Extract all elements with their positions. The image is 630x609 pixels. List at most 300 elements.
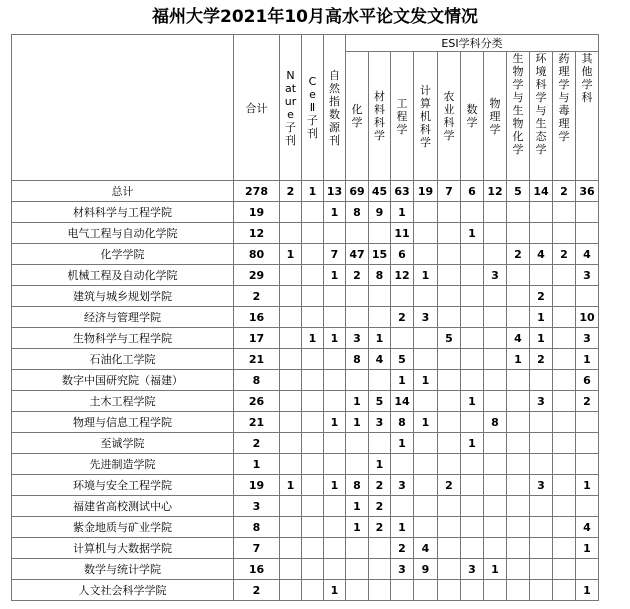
table-cell	[438, 559, 461, 580]
table-cell	[324, 370, 346, 391]
table-cell	[438, 244, 461, 265]
table-cell	[324, 433, 346, 454]
table-cell: 1	[391, 517, 414, 538]
table-cell	[484, 328, 507, 349]
row-total: 21	[234, 412, 280, 433]
table-cell	[438, 286, 461, 307]
table-cell	[414, 496, 438, 517]
esi-col-header	[530, 52, 553, 181]
table-cell	[507, 559, 530, 580]
table-cell: 2	[553, 181, 576, 202]
table-cell	[346, 286, 369, 307]
table-cell: 4	[530, 244, 553, 265]
row-total: 16	[234, 559, 280, 580]
table-cell	[438, 349, 461, 370]
table-cell	[553, 349, 576, 370]
table-cell: 1	[461, 223, 484, 244]
table-row	[12, 538, 599, 559]
table-cell: 2	[507, 244, 530, 265]
table-cell	[302, 454, 324, 475]
row-name: 人文社会科学学院	[12, 580, 234, 601]
table-cell	[576, 496, 599, 517]
table-cell	[414, 202, 438, 223]
table-cell	[553, 328, 576, 349]
row-name: 机械工程及自动化学院	[12, 265, 234, 286]
table-cell	[414, 580, 438, 601]
table-cell: 3	[461, 559, 484, 580]
row-total: 2	[234, 433, 280, 454]
table-cell	[530, 538, 553, 559]
table-cell: 4	[576, 244, 599, 265]
table-cell	[530, 559, 553, 580]
table-row	[12, 475, 599, 496]
table-cell: 2	[369, 475, 391, 496]
row-total: 19	[234, 202, 280, 223]
table-row	[12, 391, 599, 412]
table-cell	[484, 454, 507, 475]
table-cell	[324, 349, 346, 370]
table-cell: 9	[414, 559, 438, 580]
row-total: 2	[234, 580, 280, 601]
row-total: 19	[234, 475, 280, 496]
column-header-label: 物理学	[489, 96, 501, 136]
row-name: 紫金地质与矿业学院	[12, 517, 234, 538]
table-cell	[302, 559, 324, 580]
table-cell	[438, 454, 461, 475]
journal-col-header	[280, 35, 302, 181]
table-cell	[576, 454, 599, 475]
column-header-label: 农业科学	[443, 90, 455, 142]
table-cell: 1	[576, 349, 599, 370]
table-cell	[530, 265, 553, 286]
journal-col-header	[324, 35, 346, 181]
table-cell	[553, 391, 576, 412]
table-cell: 1	[530, 307, 553, 328]
table-cell: 1	[391, 370, 414, 391]
row-total: 26	[234, 391, 280, 412]
table-cell: 14	[530, 181, 553, 202]
column-header-label: 工程学	[396, 96, 408, 136]
table-cell: 6	[391, 244, 414, 265]
table-cell	[553, 202, 576, 223]
table-cell: 5	[507, 181, 530, 202]
table-cell	[369, 286, 391, 307]
table-cell	[302, 538, 324, 559]
column-header-label: 环境科学与生态学	[535, 52, 547, 156]
table-cell	[302, 412, 324, 433]
table-cell: 1	[324, 328, 346, 349]
table-cell	[302, 517, 324, 538]
table-cell	[553, 412, 576, 433]
table-cell: 8	[346, 202, 369, 223]
table-cell	[530, 412, 553, 433]
column-header-label: 其他学科	[581, 52, 593, 104]
table-cell: 2	[346, 265, 369, 286]
column-header-label: 计算机科学	[420, 83, 431, 149]
table-cell: 4	[576, 517, 599, 538]
table-cell	[507, 517, 530, 538]
table-cell	[530, 223, 553, 244]
row-name: 数学与统计学院	[12, 559, 234, 580]
table-cell	[507, 454, 530, 475]
table-cell	[484, 538, 507, 559]
table-cell	[369, 307, 391, 328]
table-cell: 2	[438, 475, 461, 496]
table-cell	[484, 517, 507, 538]
table-cell	[438, 370, 461, 391]
table-cell	[507, 412, 530, 433]
table-cell	[438, 538, 461, 559]
table-cell	[302, 223, 324, 244]
table-cell	[414, 517, 438, 538]
table-cell: 1	[324, 580, 346, 601]
table-cell	[280, 328, 302, 349]
table-cell	[438, 433, 461, 454]
table-cell	[391, 286, 414, 307]
table-cell	[302, 349, 324, 370]
table-cell	[507, 265, 530, 286]
table-cell: 4	[369, 349, 391, 370]
table-cell: 2	[391, 307, 414, 328]
table-row	[12, 454, 599, 475]
table-cell	[507, 202, 530, 223]
esi-col-header	[576, 52, 599, 181]
table-cell: 1	[302, 181, 324, 202]
table-cell	[530, 580, 553, 601]
table-cell	[530, 496, 553, 517]
table-cell	[553, 433, 576, 454]
table-cell	[414, 433, 438, 454]
row-total: 16	[234, 307, 280, 328]
row-name: 计算机与大数据学院	[12, 538, 234, 559]
table-cell	[438, 496, 461, 517]
table-cell	[324, 286, 346, 307]
table-cell	[280, 517, 302, 538]
table-cell	[302, 265, 324, 286]
table-cell: 1	[346, 412, 369, 433]
table-cell	[414, 349, 438, 370]
table-cell: 8	[346, 475, 369, 496]
table-cell	[576, 559, 599, 580]
column-header-label: 化学	[351, 103, 363, 129]
table-cell	[324, 496, 346, 517]
table-cell	[302, 433, 324, 454]
table-cell: 1	[414, 412, 438, 433]
table-cell	[280, 307, 302, 328]
esi-col-header	[484, 52, 507, 181]
table-cell: 12	[391, 265, 414, 286]
esi-col-header	[369, 52, 391, 181]
table-cell: 1	[461, 391, 484, 412]
total-header	[234, 35, 280, 181]
table-cell: 1	[484, 559, 507, 580]
table-cell	[461, 307, 484, 328]
table-cell	[507, 538, 530, 559]
table-cell: 3	[346, 328, 369, 349]
table-cell: 19	[414, 181, 438, 202]
table-cell	[507, 433, 530, 454]
table-cell: 8	[391, 412, 414, 433]
table-cell	[438, 223, 461, 244]
table-cell	[369, 538, 391, 559]
row-name: 电气工程与自动化学院	[12, 223, 234, 244]
table-cell: 3	[530, 391, 553, 412]
table-cell	[507, 223, 530, 244]
esi-col-header	[553, 52, 576, 181]
table-cell: 5	[391, 349, 414, 370]
table-row	[12, 265, 599, 286]
table-cell	[484, 475, 507, 496]
table-cell	[553, 370, 576, 391]
table-row	[12, 496, 599, 517]
table-cell	[484, 433, 507, 454]
row-total: 3	[234, 496, 280, 517]
table-cell	[280, 391, 302, 412]
row-name: 总计	[12, 181, 234, 202]
row-name: 生物科学与工程学院	[12, 328, 234, 349]
table-cell	[507, 580, 530, 601]
column-header-label: 材料科学	[374, 90, 385, 142]
table-cell: 1	[414, 265, 438, 286]
table-cell	[302, 286, 324, 307]
table-cell	[461, 517, 484, 538]
table-cell: 3	[530, 475, 553, 496]
table-cell: 9	[369, 202, 391, 223]
table-cell: 3	[484, 265, 507, 286]
table-cell	[461, 349, 484, 370]
table-cell: 1	[280, 244, 302, 265]
table-cell	[391, 580, 414, 601]
table-cell: 11	[391, 223, 414, 244]
table-cell	[553, 517, 576, 538]
esi-col-header	[438, 52, 461, 181]
table-cell	[553, 538, 576, 559]
table-cell	[461, 475, 484, 496]
table-cell	[461, 244, 484, 265]
table-cell	[438, 265, 461, 286]
table-cell	[484, 244, 507, 265]
total-row	[12, 181, 599, 202]
table-cell: 1	[369, 328, 391, 349]
esi-col-header	[414, 52, 438, 181]
table-cell	[553, 454, 576, 475]
table-cell: 2	[576, 391, 599, 412]
total-header-label: 合计	[245, 101, 268, 115]
table-cell	[530, 433, 553, 454]
table-cell	[461, 496, 484, 517]
table-cell	[280, 412, 302, 433]
table-cell	[324, 307, 346, 328]
table-cell	[438, 412, 461, 433]
table-cell	[507, 496, 530, 517]
column-header-label: CeⅡ子刊	[307, 75, 318, 140]
esi-col-header	[346, 52, 369, 181]
table-cell	[324, 223, 346, 244]
table-row	[12, 412, 599, 433]
row-name: 环境与安全工程学院	[12, 475, 234, 496]
table-cell: 10	[576, 307, 599, 328]
table-cell	[484, 349, 507, 370]
row-total: 12	[234, 223, 280, 244]
table-cell: 5	[369, 391, 391, 412]
table-row	[12, 202, 599, 223]
table-cell: 69	[346, 181, 369, 202]
row-total: 8	[234, 370, 280, 391]
table-cell	[302, 475, 324, 496]
table-cell: 2	[530, 349, 553, 370]
row-total: 80	[234, 244, 280, 265]
table-cell: 2	[369, 517, 391, 538]
table-cell	[414, 391, 438, 412]
table-cell: 3	[391, 475, 414, 496]
table-cell	[576, 286, 599, 307]
publication-table	[11, 34, 599, 601]
table-cell	[553, 496, 576, 517]
table-cell	[302, 307, 324, 328]
table-cell	[324, 391, 346, 412]
table-cell	[484, 391, 507, 412]
table-cell: 2	[391, 538, 414, 559]
column-header-label: 生物学与生物化学	[512, 52, 524, 156]
table-cell: 13	[324, 181, 346, 202]
table-cell	[461, 412, 484, 433]
table-cell: 45	[369, 181, 391, 202]
table-cell	[553, 307, 576, 328]
esi-group-header: ESI学科分类	[346, 35, 599, 52]
table-cell: 7	[324, 244, 346, 265]
table-cell: 1	[324, 265, 346, 286]
table-row	[12, 559, 599, 580]
table-cell	[280, 286, 302, 307]
table-cell: 4	[507, 328, 530, 349]
row-total: 29	[234, 265, 280, 286]
table-cell	[324, 517, 346, 538]
table-row	[12, 223, 599, 244]
esi-col-header	[461, 52, 484, 181]
table-cell	[507, 391, 530, 412]
table-cell	[484, 307, 507, 328]
journal-col-header	[302, 35, 324, 181]
table-cell	[484, 496, 507, 517]
table-cell	[280, 580, 302, 601]
table-cell	[507, 475, 530, 496]
table-cell	[302, 202, 324, 223]
table-cell	[369, 370, 391, 391]
table-cell	[461, 538, 484, 559]
group-header-row	[12, 35, 599, 52]
table-cell	[461, 580, 484, 601]
table-cell: 1	[576, 580, 599, 601]
table-cell: 1	[302, 328, 324, 349]
table-cell	[302, 496, 324, 517]
table-cell	[461, 202, 484, 223]
table-cell	[553, 475, 576, 496]
table-row	[12, 517, 599, 538]
table-cell	[576, 412, 599, 433]
table-cell: 1	[346, 517, 369, 538]
table-cell	[507, 370, 530, 391]
table-cell	[553, 580, 576, 601]
table-cell	[553, 286, 576, 307]
row-name: 化学学院	[12, 244, 234, 265]
table-cell: 8	[369, 265, 391, 286]
table-cell: 1	[461, 433, 484, 454]
table-cell	[280, 349, 302, 370]
table-row	[12, 286, 599, 307]
table-cell	[530, 370, 553, 391]
table-cell	[391, 328, 414, 349]
table-cell: 3	[369, 412, 391, 433]
table-cell	[530, 517, 553, 538]
esi-col-header	[507, 52, 530, 181]
table-cell	[346, 433, 369, 454]
table-row	[12, 433, 599, 454]
table-cell: 1	[346, 391, 369, 412]
row-name: 建筑与城乡规划学院	[12, 286, 234, 307]
table-cell	[280, 265, 302, 286]
row-name: 石油化工学院	[12, 349, 234, 370]
table-row	[12, 307, 599, 328]
table-row	[12, 580, 599, 601]
table-cell	[302, 391, 324, 412]
page-title: 福州大学2021年10月高水平论文发文情况	[152, 7, 478, 27]
table-cell	[346, 538, 369, 559]
table-cell	[302, 244, 324, 265]
table-cell: 1	[346, 496, 369, 517]
table-cell	[576, 202, 599, 223]
table-cell: 1	[369, 454, 391, 475]
table-cell	[280, 559, 302, 580]
table-cell	[576, 433, 599, 454]
table-cell	[302, 580, 324, 601]
table-cell	[484, 202, 507, 223]
row-total: 8	[234, 517, 280, 538]
table-cell: 1	[576, 475, 599, 496]
table-cell	[280, 454, 302, 475]
row-name: 数字中国研究院（福建）	[12, 370, 234, 391]
table-cell	[346, 559, 369, 580]
row-name: 经济与管理学院	[12, 307, 234, 328]
table-cell: 1	[576, 538, 599, 559]
column-header-label: 自然指数源刊	[329, 68, 340, 147]
table-cell: 63	[391, 181, 414, 202]
table-cell	[391, 454, 414, 475]
table-cell	[280, 370, 302, 391]
table-cell: 14	[391, 391, 414, 412]
table-cell	[484, 580, 507, 601]
table-cell	[414, 454, 438, 475]
table-cell	[553, 223, 576, 244]
table-cell	[461, 286, 484, 307]
table-cell	[461, 370, 484, 391]
table-cell	[484, 286, 507, 307]
table-cell	[438, 391, 461, 412]
table-cell	[324, 538, 346, 559]
table-cell	[280, 433, 302, 454]
table-cell	[369, 559, 391, 580]
table-cell	[414, 328, 438, 349]
table-cell: 3	[576, 265, 599, 286]
row-name: 物理与信息工程学院	[12, 412, 234, 433]
table-cell: 2	[280, 181, 302, 202]
table-cell: 6	[576, 370, 599, 391]
table-cell	[391, 496, 414, 517]
table-cell	[553, 265, 576, 286]
table-cell: 2	[530, 286, 553, 307]
table-cell	[507, 307, 530, 328]
table-cell	[346, 307, 369, 328]
table-cell: 4	[414, 538, 438, 559]
